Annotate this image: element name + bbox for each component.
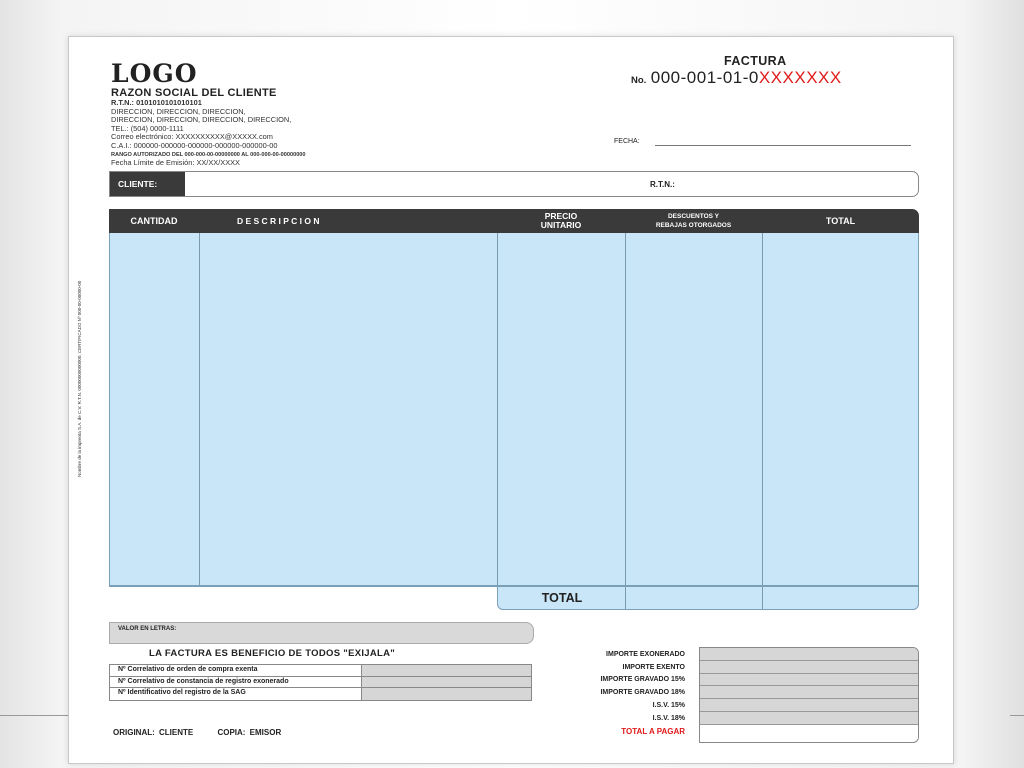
client-field[interactable] xyxy=(109,171,919,197)
emission-deadline: Fecha Límite de Emisión: XX/XX/XXXX xyxy=(111,158,240,168)
total-value-field[interactable] xyxy=(700,648,918,661)
total-value-field[interactable] xyxy=(700,686,918,699)
slide-divider-right xyxy=(1010,715,1024,716)
copy-legend xyxy=(113,728,301,737)
col-divider xyxy=(497,233,498,585)
correlative-label: Nº Correlativo de constancia de registro exonerado xyxy=(110,677,362,688)
total-label: IMPORTE EXENTO xyxy=(622,663,685,671)
invoice-number-suffix: XXXXXXX xyxy=(758,68,842,87)
invoice-number-label: No. xyxy=(631,75,647,86)
benefit-slogan: LA FACTURA ES BENEFICIO DE TODOS "EXIJALA" xyxy=(149,648,396,659)
correlative-value-field[interactable] xyxy=(362,677,531,688)
date-label: FECHA: xyxy=(614,138,640,145)
cai: C.A.I.: 000000-000000-000000-000000-000000-00 xyxy=(111,140,278,150)
address-line-2: DIRECCION, DIRECCION, DIRECCION, DIRECCION, xyxy=(111,115,292,125)
correlative-row xyxy=(110,677,531,689)
total-to-pay-label: TOTAL A PAGAR xyxy=(621,726,685,736)
col-descuentos: DESCUENTOS Y REBAJAS OTORGADOS xyxy=(655,213,732,229)
correlative-value-field[interactable] xyxy=(362,665,531,676)
total-label: IMPORTE EXONERADO xyxy=(606,650,685,658)
total-line xyxy=(539,686,709,699)
total-label: IMPORTE GRAVADO 15% xyxy=(600,676,685,684)
authorized-range: RANGO AUTORIZADO DEL 000-000-00-00000000 AL 000-000-00-00000000 xyxy=(111,151,306,158)
total-to-pay-field[interactable] xyxy=(700,725,918,739)
correlative-label: Nº Correlativo de orden de compra exenta xyxy=(110,665,362,676)
correlative-label: Nº Identificativo del registro de la SAG xyxy=(110,688,362,700)
col-divider xyxy=(625,587,626,609)
invoice-page xyxy=(68,36,954,764)
amount-in-words-field[interactable]: VALOR EN LETRAS: xyxy=(109,622,534,644)
col-cantidad: CANTIDAD xyxy=(130,215,178,226)
totals-labels xyxy=(539,648,709,738)
total-label: I.S.V. 18% xyxy=(652,714,685,722)
copy-label: COPIA: EMISOR xyxy=(217,728,282,737)
col-precio-unitario: PRECIO UNITARIO xyxy=(540,211,582,230)
table-total-label: TOTAL xyxy=(541,591,583,605)
total-to-pay-line xyxy=(539,725,709,738)
total-label: IMPORTE GRAVADO 18% xyxy=(600,689,685,697)
slide-divider-left xyxy=(0,715,68,716)
correlative-row xyxy=(110,688,531,700)
email: Correo electrónico: XXXXXXXXXX@XXXXX.com xyxy=(111,132,273,142)
invoice-number-value: 000-001-01-0 xyxy=(650,68,759,87)
rtn-value: 0101010101010101 xyxy=(136,98,202,107)
address-line-1: DIRECCION, DIRECCION, DIRECCION, xyxy=(111,106,246,116)
total-line xyxy=(539,661,709,674)
phone: TEL.: (504) 0000-1111 xyxy=(111,123,184,133)
correlative-value-field[interactable] xyxy=(362,688,531,700)
correlatives-table xyxy=(109,664,532,701)
col-divider xyxy=(762,233,763,585)
company-logo: LOGO xyxy=(111,59,198,88)
col-divider xyxy=(625,233,626,585)
total-value-field[interactable] xyxy=(700,674,918,687)
company-info xyxy=(111,99,306,168)
printer-side-text: Nombre de la imprenta S.A. de C.V. R.T.N. 00000000000000, CERTIFICADO Nº 000-00-00000-00 xyxy=(77,280,82,477)
invoice-title: FACTURA xyxy=(724,54,787,68)
table-bottom-line xyxy=(109,586,498,587)
total-value-field[interactable] xyxy=(700,699,918,712)
total-line xyxy=(539,699,709,712)
client-label: CLIENTE: xyxy=(110,172,185,196)
original-label: ORIGINAL: CLIENTE xyxy=(113,728,194,737)
date-field[interactable] xyxy=(655,145,911,146)
col-divider xyxy=(199,233,200,585)
total-line xyxy=(539,712,709,725)
total-line xyxy=(539,648,709,661)
items-table-body[interactable] xyxy=(109,233,919,586)
correlative-row xyxy=(110,665,531,677)
col-divider xyxy=(762,587,763,609)
company-name: RAZON SOCIAL DEL CLIENTE xyxy=(111,87,277,99)
total-label: I.S.V. 15% xyxy=(652,702,685,710)
col-descripcion: D E S C R I P C I O N xyxy=(237,215,320,226)
client-rtn-label: R.T.N.: xyxy=(650,180,675,189)
table-total-row xyxy=(497,586,919,610)
total-value-field[interactable] xyxy=(700,661,918,674)
items-table-header xyxy=(109,209,919,233)
invoice-number xyxy=(631,68,842,88)
rtn-label: R.T.N.: xyxy=(111,98,134,107)
col-total: TOTAL xyxy=(825,215,856,226)
total-value-field[interactable] xyxy=(700,712,918,725)
total-line xyxy=(539,674,709,687)
totals-fields xyxy=(699,647,919,743)
